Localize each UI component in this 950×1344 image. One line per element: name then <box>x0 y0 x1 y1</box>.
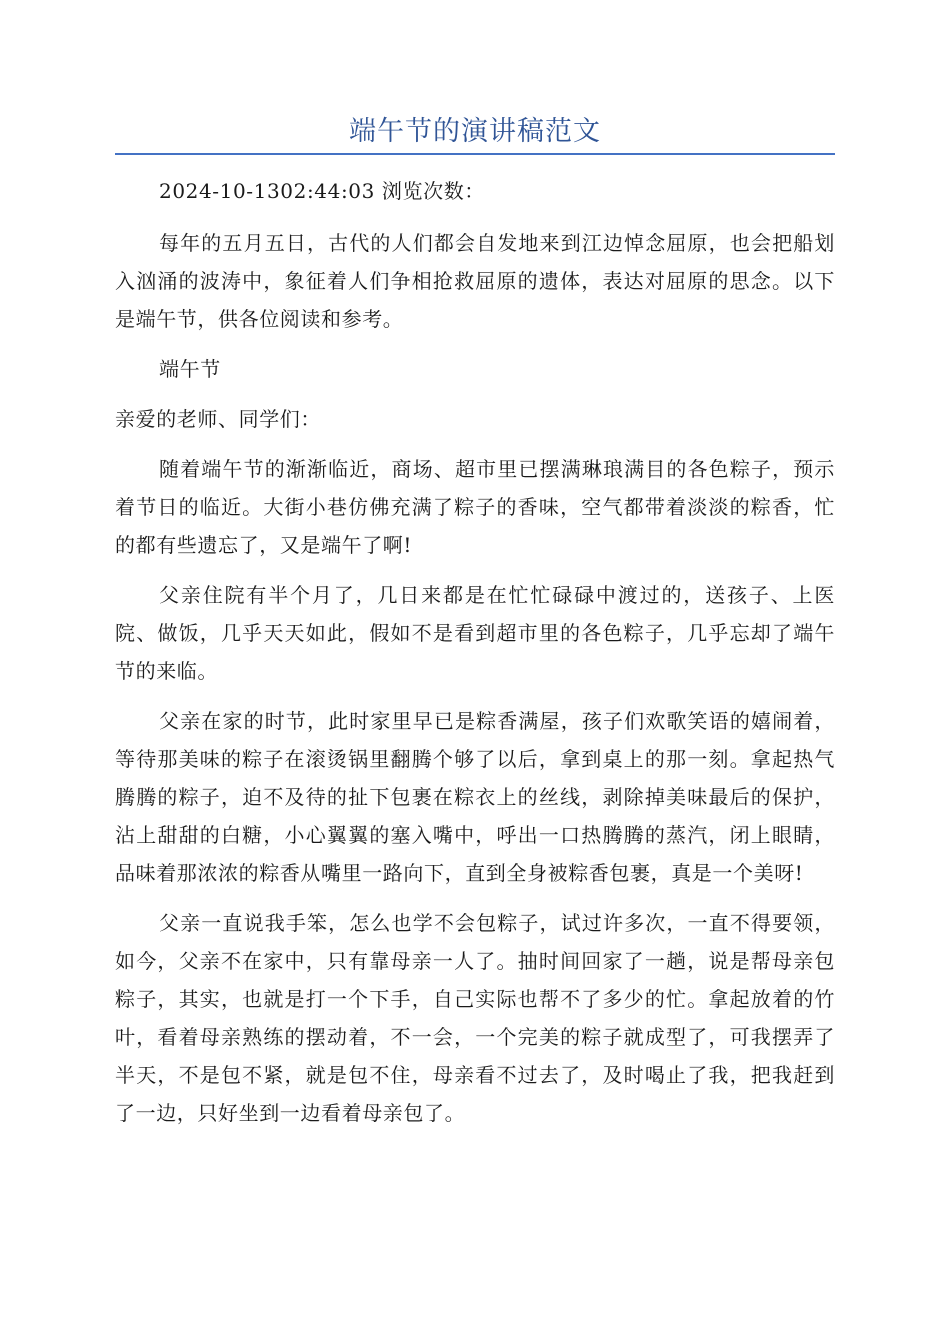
paragraph: 父亲住院有半个月了，几日来都是在忙忙碌碌中渡过的，送孩子、上医院、做饭，几乎天天如此，假如不是看到超市里的各色粽子，几乎忘却了端午节的来临。 <box>115 583 835 683</box>
paragraph: 父亲一直说我手笨，怎么也学不会包粽子，试过许多次，一直不得要领，如今，父亲不在家中，只有靠母亲一人了。抽时间回家了一趟，说是帮母亲包粽子，其实，也就是打一个下手，自己实际也帮不了多少的忙。拿起放着的竹叶，看着母亲熟练的摆动着，不一会，一个完美的粽子就成型了，可我摆弄了半天，不是包不紧，就是包不住，母亲看不过去了，及时喝止了我，把我赶到了一边，只好坐到一边看着母亲包了。 <box>115 911 835 1125</box>
paragraph: 随着端午节的渐渐临近，商场、超市里已摆满琳琅满目的各色粽子，预示着节日的临近。大街小巷仿佛充满了粽子的香味，空气都带着淡淡的粽香，忙的都有些遗忘了，又是端午了啊! <box>115 457 835 557</box>
page-title: 端午节的演讲稿范文 <box>349 116 601 147</box>
title-underline <box>115 153 835 155</box>
paragraph: 父亲在家的时节，此时家里早已是粽香满屋，孩子们欢歌笑语的嬉闹着，等待那美味的粽子在滚烫锅里翻腾个够了以后，拿到桌上的那一刻。拿起热气腾腾的粽子，迫不及待的扯下包裹在粽衣上的丝线，剥除掉美味最后的保护，沾上甜甜的白糖，小心翼翼的塞入嘴中，呼出一口热腾腾的蒸汽，闭上眼睛，品味着那浓浓的粽香从嘴里一路向下，直到全身被粽香包裹，真是一个美呀! <box>115 709 835 885</box>
paragraph-intro: 每年的五月五日，古代的人们都会自发地来到江边悼念屈原，也会把船划入汹涌的波涛中，象征着人们争相抢救屈原的遗体，表达对屈原的思念。以下是端午节，供各位阅读和参考。 <box>115 231 835 331</box>
article-body <box>115 172 835 1144</box>
article-meta: 2024-10-1302:44:03 浏览次数： <box>159 179 485 203</box>
salutation: 亲爱的老师、同学们： <box>115 407 321 431</box>
section-heading: 端午节 <box>159 357 221 381</box>
